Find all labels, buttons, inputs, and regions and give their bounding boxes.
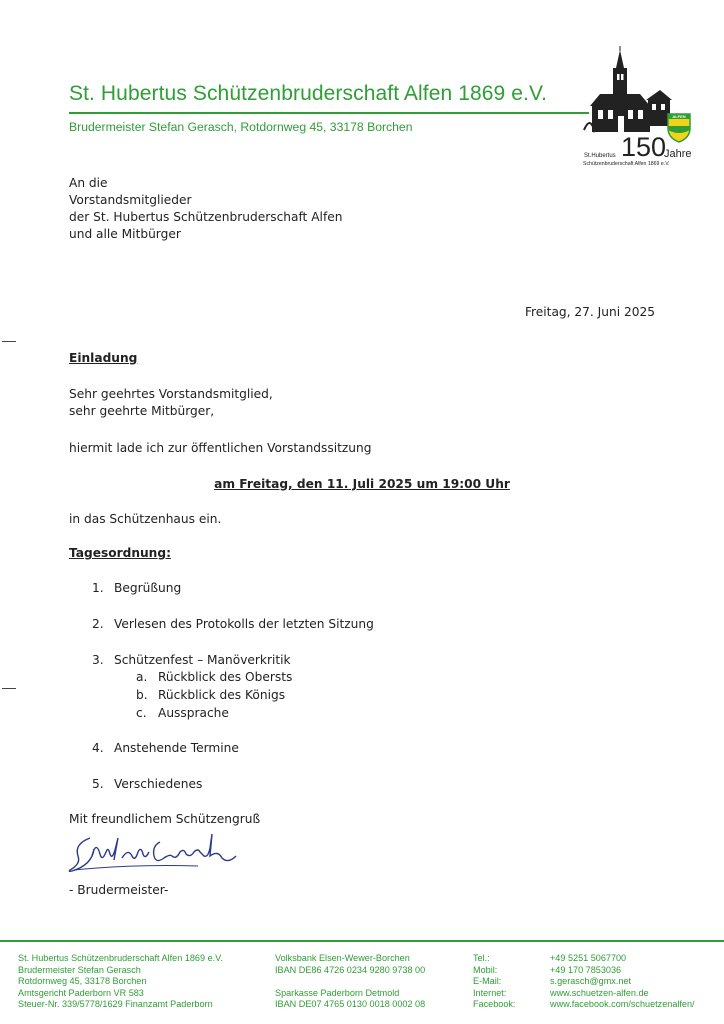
recipient-address	[69, 175, 342, 243]
footer-column-contact-values	[550, 953, 695, 1011]
logo-anniversary-number: 150	[621, 132, 667, 162]
footer-phone: +49 5251 5067700	[550, 953, 627, 963]
agenda-item	[92, 776, 202, 793]
fold-mark	[2, 341, 16, 342]
logo-anniversary-word: Jahre	[664, 148, 692, 160]
handwritten-signature	[68, 828, 258, 878]
agenda-text: Verlesen des Protokolls der letzten Sitzung	[114, 617, 374, 631]
footer-line: Volksbank Elsen-Wewer-Borchen	[275, 953, 410, 963]
agenda-subitem	[136, 687, 285, 704]
footer-line: Steuer-Nr. 339/5778/1629 Finanzamt Paderborn	[18, 999, 213, 1009]
logo-line-1: St.Hubertus	[584, 153, 616, 159]
header-divider	[69, 112, 589, 114]
footer-label: E-Mail:	[473, 976, 502, 986]
letter-date: Freitag, 27. Juni 2025	[524, 305, 655, 319]
subitem-text: Aussprache	[158, 706, 229, 720]
shield-label: ALFEN	[672, 114, 686, 120]
footer-label: Facebook:	[473, 999, 516, 1009]
footer-divider	[0, 940, 724, 942]
footer-line: Brudermeister Stefan Gerasch	[18, 964, 141, 975]
signature-role: - Brudermeister-	[69, 883, 169, 897]
address-line: Vorstandsmitglieder	[69, 193, 192, 207]
logo-line-2: Schützenbruderschaft Alfen 1869 e.V.	[583, 161, 670, 167]
salutation-line-1: Sehr geehrtes Vorstandsmitglied,	[69, 387, 273, 401]
address-line: und alle Mitbürger	[69, 227, 181, 241]
footer-label: Internet:	[473, 987, 507, 998]
agenda-number: 1.	[92, 581, 104, 595]
footer-mobile: +49 170 7853036	[550, 964, 622, 975]
fold-mark	[2, 688, 16, 689]
agenda-subitem	[136, 669, 292, 686]
meeting-datetime: am Freitag, den 11. Juli 2025 um 19:00 Uhr	[214, 477, 510, 491]
agenda-number: 4.	[92, 741, 104, 755]
agenda-text: Anstehende Termine	[114, 741, 239, 755]
agenda-item	[92, 616, 374, 633]
agenda-item	[92, 580, 181, 597]
subitem-text: Rückblick des Obersts	[158, 670, 293, 684]
page-title: St. Hubertus Schützenbruderschaft Alfen 1869 e.V.	[69, 82, 548, 105]
footer-line: St. Hubertus Schützenbruderschaft Alfen 1869 e.V.	[18, 953, 223, 963]
footer-line: Sparkasse Paderborn Detmold	[275, 987, 400, 998]
subitem-letter: b.	[136, 688, 148, 702]
footer-column-contact-labels	[473, 953, 515, 1011]
header-subtitle: Brudermeister Stefan Gerasch, Rotdornweg 45, 33178 Borchen	[69, 120, 413, 134]
footer-column-organization	[18, 953, 223, 1011]
footer-email-link[interactable]: s.gerasch@gmx.net	[550, 976, 632, 986]
subitem-text: Rückblick des Königs	[158, 688, 286, 702]
agenda-text: Verschiedenes	[114, 777, 203, 791]
footer-line	[275, 976, 425, 988]
address-line: An die	[69, 176, 108, 190]
salutation-line-2: sehr geehrte Mitbürger,	[69, 404, 215, 418]
footer-facebook-link[interactable]: www.facebook.com/schuetzenalfen/	[550, 999, 695, 1009]
agenda-text: Schützenfest – Manöverkritik	[114, 653, 291, 667]
agenda-item	[92, 652, 291, 669]
footer-website-link[interactable]: www.schuetzen-alfen.de	[550, 987, 649, 998]
footer-line: IBAN DE07 4765 0130 0018 0002 08	[275, 999, 426, 1009]
footer-label: Mobil:	[473, 964, 498, 975]
footer-line: IBAN DE86 4726 0234 9280 9738 00	[275, 964, 426, 975]
footer-line: Rotdornweg 45, 33178 Borchen	[18, 976, 147, 986]
agenda-item	[92, 740, 239, 757]
closing-greeting: Mit freundlichem Schützengruß	[69, 812, 261, 826]
intro-text: hiermit lade ich zur öffentlichen Vorstandssitzung	[69, 441, 372, 455]
meeting-location: in das Schützenhaus ein.	[69, 512, 222, 526]
subitem-letter: c.	[136, 706, 147, 720]
agenda-number: 2.	[92, 617, 104, 631]
club-logo	[580, 44, 698, 168]
footer-column-bank	[275, 953, 425, 1011]
agenda-heading: Tagesordnung:	[69, 546, 171, 560]
subitem-letter: a.	[136, 670, 148, 684]
address-line: der St. Hubertus Schützenbruderschaft Alfen	[69, 210, 343, 224]
agenda-text: Begrüßung	[114, 581, 182, 595]
letter-subject: Einladung	[69, 351, 138, 365]
footer-label: Tel.:	[473, 953, 490, 963]
agenda-number: 5.	[92, 777, 104, 791]
footer-line: Amtsgericht Paderborn VR 583	[18, 987, 144, 998]
agenda-subitem	[136, 705, 229, 722]
agenda-number: 3.	[92, 653, 104, 667]
